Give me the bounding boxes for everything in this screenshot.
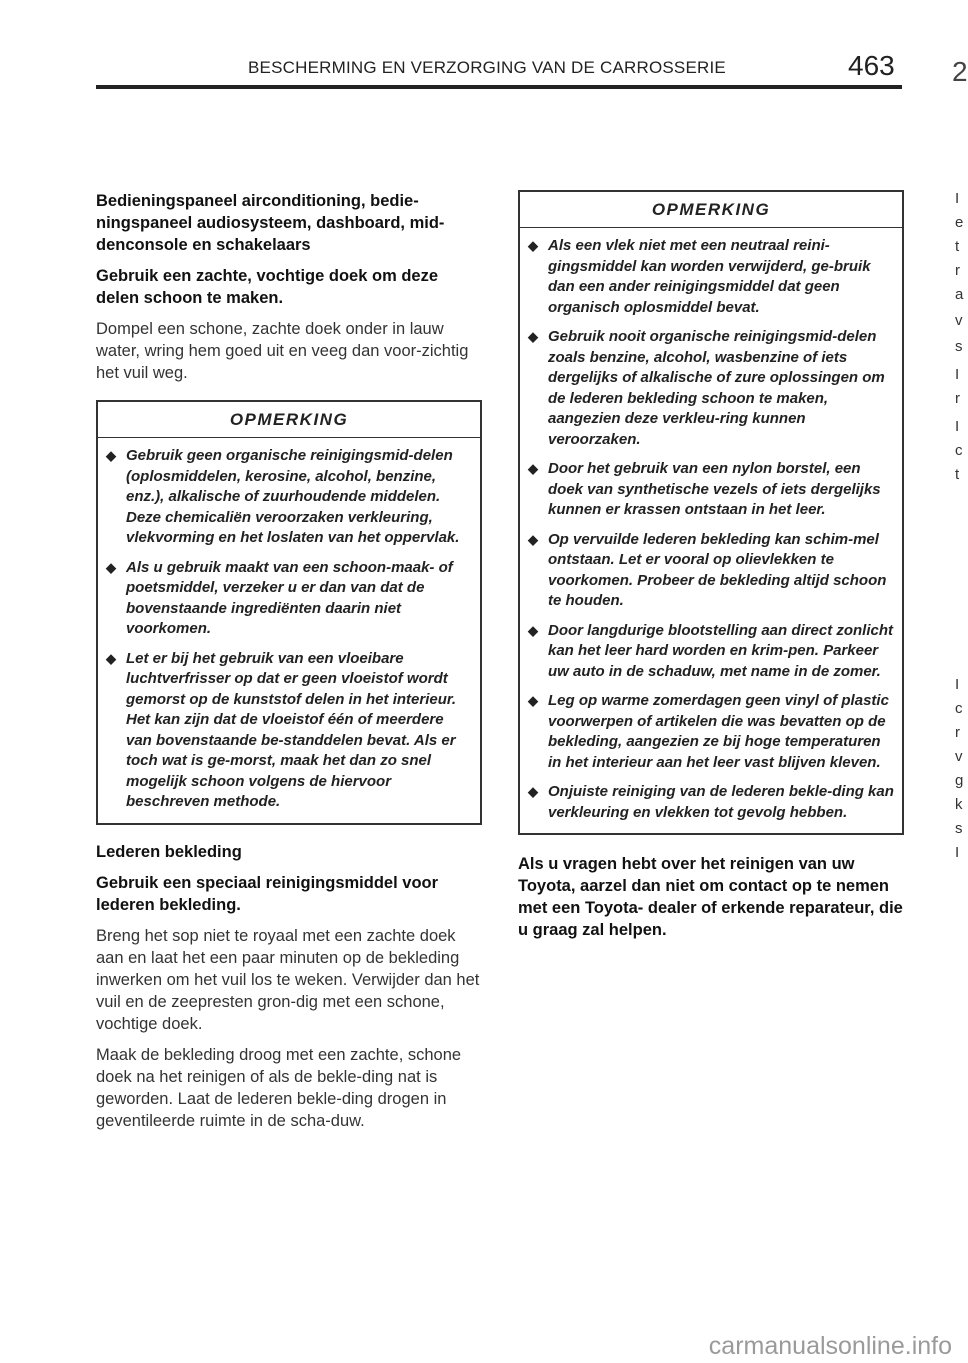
margin-fragment: I [955, 418, 960, 435]
notice-body [98, 438, 480, 823]
margin-fragment: c [955, 700, 963, 717]
notice-item: ◆ Leg op warme zomerdagen geen vinyl of plastic voorwerpen of artikelen die was bevatten op de bekleding, aangezien ze bij hoge temperaturen in het interieur aan het leer vast blijven kleven. [528, 692, 889, 771]
notice-body [520, 228, 902, 833]
margin-fragment: v [955, 312, 963, 329]
section-body-dashboard: Dompel een schone, zachte doek onder in lauw water, wring hem goed uit en veeg dan voor-zichtig het vuil weg. [96, 320, 469, 382]
margin-fragment: r [955, 724, 960, 741]
running-header-title: BESCHERMING EN VERZORGING VAN DE CARROSSERIE [248, 58, 726, 77]
margin-fragment: r [955, 390, 960, 407]
margin-fragment: r [955, 262, 960, 279]
section-heading-leather: Lederen bekleding [96, 842, 242, 861]
notice-box-plastics [96, 400, 482, 825]
section-body-leather-1: Breng het sop niet te royaal met een zachte doek aan en laat het een paar minuten op de bekleding inwerken om het vuil los te weken. Verwijder dan het vuil en de zeepresten gron-dig met een schone, vochtige doek. [96, 926, 480, 1033]
diamond-bullet-icon: ◆ [528, 329, 538, 344]
margin-fragment: k [955, 796, 963, 813]
notice-item: ◆ Gebruik nooit organische reinigingsmid-delen zoals benzine, alcohol, wasbenzine of iets dergelijks of alkalische of zure oplossingen om de lederen bekleding schoon te maken, aangezien deze verkleu-ring kunnen veroorzaken. [528, 328, 885, 448]
section-instruction-dashboard: Gebruik een zachte, vochtige doek om deze delen schoon te maken. [96, 267, 439, 307]
margin-fragment: t [955, 466, 960, 483]
margin-fragment: 2 [952, 56, 968, 87]
notice-item: ◆ Op vervuilde lederen bekleding kan schim-mel ontstaan. Let er vooral op olievlekken te voorkomen. Probeer de bekleding altijd schoon te houden. [528, 530, 887, 609]
section-instruction-leather: Gebruik een speciaal reinigingsmiddel voor lederen bekleding. [96, 873, 439, 914]
margin-fragment: a [955, 286, 964, 303]
margin-fragment: I [955, 676, 960, 693]
section-body-leather-2: Maak de bekleding droog met een zachte, schone doek na het reinigen of als de bekle-ding nat is geworden. Laat de lederen bekle-ding drogen in geventileerde ruimte in de scha-duw. [96, 1045, 462, 1130]
margin-fragment: t [955, 238, 960, 255]
margin-fragment: v [955, 748, 963, 765]
diamond-bullet-icon: ◆ [528, 622, 538, 638]
diamond-bullet-icon: ◆ [106, 559, 116, 575]
notice-item: ◆ Door het gebruik van een nylon borstel, een doek van synthetische vezels of iets dergelijks kunnen er krassen ontstaan in het leer. [528, 460, 881, 518]
diamond-bullet-icon: ◆ [528, 531, 538, 547]
notice-title: OPMERKING [98, 402, 480, 438]
notice-item: ◆ Als u gebruik maakt van een schoon-maak- of poetsmiddel, verzeker u er dan van dat de bovenstaande ingrediënten daarin niet voorkomen. [106, 558, 453, 637]
notice-item: ◆ Als een vlek niet met een neutraal reini-gingsmiddel kan worden verwijderd, ge-bruik dan een ander reinigingsmiddel dat geen organisch oplosmiddel bevat. [528, 237, 871, 316]
notice-item: ◆ Door langdurige blootstelling aan direct zonlicht kan het leer hard worden en krim-pen. Parkeer uw auto in de schaduw, met name in de zomer. [528, 621, 894, 680]
diamond-bullet-icon: ◆ [528, 693, 538, 708]
margin-fragment: s [955, 338, 963, 355]
notice-item: ◆ Let er bij het gebruik van een vloeibare luchtverfrisser op dat er geen vloeistof wordt gemorst op de kunststof delen in het interieur. Het kan zijn dat de vloeistof één of meerdere van bovenstaande be-standdelen bevat. Als er toch wat is ge-morst, maak het dan zo snel mogelijk schoon volgens de hiervoor beschreven methode. [106, 649, 457, 810]
page-number: 463 [848, 50, 895, 81]
margin-fragment: g [955, 772, 964, 789]
diamond-bullet-icon: ◆ [528, 784, 538, 799]
diamond-bullet-icon: ◆ [528, 461, 538, 476]
margin-fragment: I [955, 366, 960, 383]
diamond-bullet-icon: ◆ [106, 650, 116, 666]
closing-paragraph: Als u vragen hebt over het reinigen van uw Toyota, aarzel dan niet om contact op te nemen met een Toyota- dealer of erkende reparateur, die u graag zal helpen. [518, 855, 903, 939]
watermark: carmanualsonline.info [708, 1332, 952, 1360]
notice-item: ◆ Onjuiste reiniging van de lederen bekle-ding kan verkleuring en vlekken tot gevolg hebben. [528, 783, 894, 821]
notice-title: OPMERKING [520, 192, 902, 228]
diamond-bullet-icon: ◆ [528, 238, 538, 253]
section-heading-dashboard: Bedieningspaneel airconditioning, bedie-ningspaneel audiosysteem, dashboard, mid-denconsole en schakelaars [96, 192, 445, 254]
margin-fragment: I [955, 190, 960, 207]
left-column [96, 190, 482, 1141]
diamond-bullet-icon: ◆ [106, 448, 116, 463]
margin-fragment: e [955, 214, 964, 231]
margin-fragment: c [955, 442, 963, 459]
right-column [518, 190, 904, 950]
notice-box-leather [518, 190, 904, 835]
header-rule [96, 85, 902, 89]
margin-fragment: s [955, 820, 963, 837]
margin-fragment: I [955, 844, 960, 861]
notice-item: ◆ Gebruik geen organische reinigingsmid-delen (oplosmiddelen, kerosine, alcohol, benzine, enz.), alkalische of zuurhoudende middelen. Deze chemicaliën veroorzaken verkleuring, vlekvorming en het loslaten van het oppervlak. [106, 447, 460, 546]
